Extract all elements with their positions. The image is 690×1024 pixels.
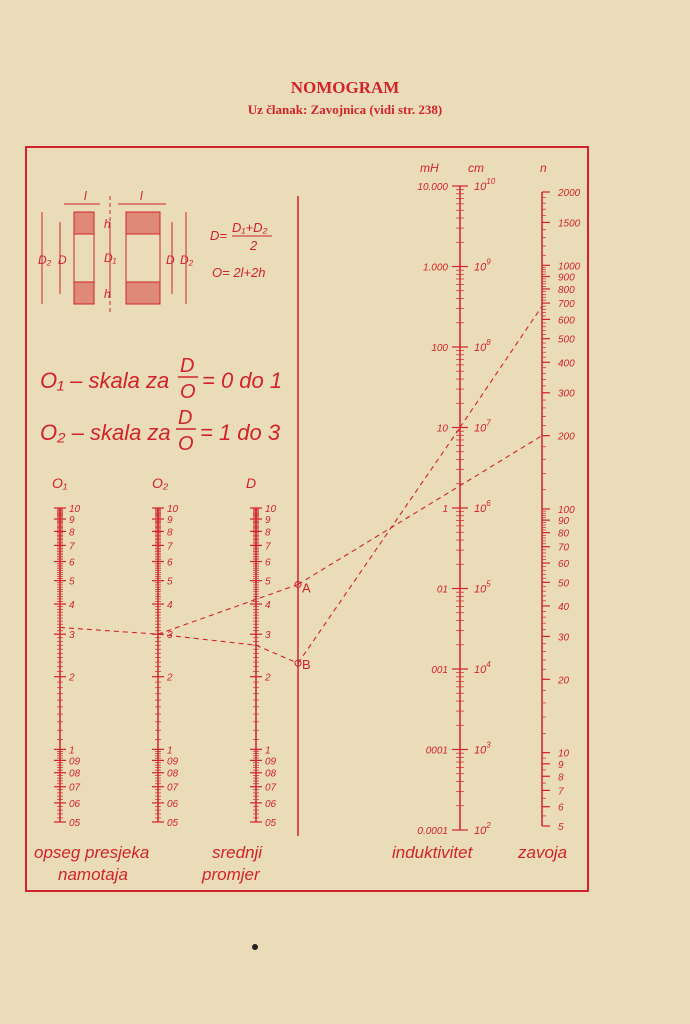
- rule-1: [40, 355, 282, 403]
- tick-label-o1: 9: [69, 515, 75, 527]
- tick-label-d: 1: [265, 745, 271, 757]
- tick-label-n: 100: [558, 505, 575, 516]
- dim-D1: D₁: [104, 251, 117, 265]
- tick-label-o2: 1: [167, 745, 173, 757]
- tick-label-d: 6: [265, 557, 271, 569]
- caption-opseg-1: opseg presjeka: [34, 843, 150, 862]
- tick-label-n: 7: [558, 786, 564, 798]
- tick-label-mh: 1: [442, 504, 448, 515]
- caption-srednji-2: promjer: [202, 865, 260, 884]
- tick-label-d: 9: [265, 515, 271, 527]
- tick-label-o1: 05: [69, 818, 81, 829]
- tick-label-n: 40: [558, 601, 570, 613]
- bottom-captions: [34, 843, 567, 884]
- example-line-d-b: [256, 645, 298, 663]
- pivot-a-label: A: [302, 580, 311, 596]
- rule-1-prefix: O₁ – skala za: [40, 368, 170, 393]
- tick-label-d: 06: [265, 798, 277, 810]
- example-line-o1-o2: [60, 627, 158, 634]
- tick-label-n: 400: [558, 358, 575, 370]
- rule-1-numerator: D: [180, 355, 195, 377]
- tick-label-o2: 7: [167, 541, 173, 553]
- scale-header-d: D: [246, 475, 257, 491]
- formula-o: O= 2l+2h: [212, 265, 266, 280]
- tick-label-n: 200: [558, 431, 575, 443]
- tick-label-o1: 5: [69, 576, 75, 588]
- tick-label-o2: 10: [167, 504, 179, 515]
- scale-header-n: n: [540, 161, 547, 175]
- tick-label-mh: 01: [436, 584, 448, 596]
- tick-label-o2: 5: [167, 576, 173, 588]
- tick-label-n: 6: [558, 802, 564, 814]
- caption-induktivitet: induktivitet: [392, 843, 473, 862]
- tick-label-n: 800: [558, 284, 575, 296]
- tick-label-o1: 4: [69, 600, 75, 612]
- rule-2-suffix: = 1 do 3: [200, 420, 281, 445]
- tick-label-n: 500: [558, 334, 575, 346]
- tick-label-o1: 08: [69, 768, 81, 780]
- tick-label-o1: 10: [69, 504, 81, 515]
- tick-label-o2: 06: [167, 798, 179, 810]
- tick-label-o1: 06: [69, 798, 81, 810]
- example-line-a-n: [298, 436, 542, 585]
- scale-header-o1: O₁: [52, 475, 68, 491]
- tick-label-mh: 1.000: [422, 262, 448, 274]
- caption-zavoja: zavoja: [518, 843, 568, 862]
- tick-label-d: 4: [265, 600, 271, 612]
- dim-l-right: l: [140, 189, 143, 203]
- tick-label-n: 600: [558, 315, 575, 327]
- tick-label-d: 5: [265, 576, 271, 588]
- scale-header-cm: cm: [468, 161, 484, 175]
- tick-label-n: 70: [558, 542, 570, 554]
- tick-label-d: 08: [265, 768, 277, 780]
- page-subtitle: Uz članak: Zavojnica (vidi str. 238): [247, 102, 443, 117]
- tick-label-n: 1000: [558, 261, 581, 273]
- tick-label-o1: 8: [69, 527, 75, 539]
- coil-diagram-labels: [38, 189, 194, 301]
- dim-h-top: h: [104, 217, 111, 231]
- dim-D-left: D: [58, 253, 67, 267]
- tick-label-mh: 0001: [425, 745, 448, 757]
- dim-D2-left: D₂: [38, 253, 52, 267]
- tick-label-mh: 0.0001: [417, 826, 448, 837]
- tick-label-n: 9: [558, 759, 564, 771]
- example-line-o2-b: [158, 634, 256, 645]
- coil-section-top-right: [126, 212, 160, 234]
- formula-block: [210, 220, 272, 280]
- rule-2: [40, 407, 281, 455]
- tick-label-d: 2: [265, 672, 271, 684]
- tick-label-n: 60: [558, 559, 570, 571]
- rule-1-denominator: O: [180, 381, 196, 403]
- tick-label-n: 10: [558, 748, 570, 760]
- tick-label-n: 300: [558, 388, 575, 400]
- rule-2-numerator: D: [178, 407, 193, 429]
- tick-label-n: 900: [558, 272, 575, 284]
- tick-label-o2: 6: [167, 557, 173, 569]
- tick-label-n: 50: [558, 578, 570, 590]
- formula-d-numerator: D₁+D₂: [232, 220, 268, 235]
- tick-label-d: 05: [265, 818, 277, 829]
- tick-label-n: 1500: [558, 218, 581, 230]
- formula-d-lhs: D=: [210, 228, 227, 243]
- dim-D2-right: D₂: [180, 253, 194, 267]
- tick-label-n: 20: [558, 675, 570, 687]
- tick-label-mh: 001: [431, 665, 448, 676]
- tick-label-d: 09: [265, 756, 277, 768]
- tick-label-cm: $10^6$: [474, 499, 491, 515]
- tick-label-o2: 9: [167, 515, 173, 527]
- rule-2-denominator: O: [178, 433, 194, 455]
- pivot-b-label: B: [302, 657, 311, 673]
- tick-label-mh: 10.000: [417, 182, 448, 193]
- example-line-o2-a: [158, 584, 298, 634]
- tick-label-n: 2000: [558, 188, 581, 199]
- tick-label-d: 3: [265, 630, 271, 642]
- tick-label-mh: 10: [436, 423, 448, 435]
- tick-label-d: 07: [265, 782, 277, 794]
- tick-label-n: 80: [558, 528, 570, 540]
- example-line-l-n: [460, 306, 542, 427]
- tick-label-o2: 4: [167, 600, 173, 612]
- tick-label-cm: $10^5$: [474, 579, 491, 596]
- tick-label-cm: $10^2$: [474, 821, 491, 837]
- tick-label-cm: $10^8$: [474, 338, 491, 354]
- page-title: NOMOGRAM: [290, 78, 400, 97]
- tick-label-o1: 09: [69, 756, 81, 768]
- example-line-b-l: [298, 428, 460, 664]
- tick-label-o2: 3: [167, 630, 173, 642]
- tick-label-cm: $10^7$: [474, 418, 491, 435]
- tick-label-cm: $10^4$: [474, 660, 491, 676]
- tick-label-n: 5: [558, 822, 564, 833]
- tick-label-o2: 05: [167, 818, 179, 829]
- tick-label-d: 8: [265, 527, 271, 539]
- tick-label-cm: $10^3$: [474, 740, 491, 757]
- tick-label-o2: 8: [167, 527, 173, 539]
- tick-label-cm: $10^{10}$: [474, 177, 496, 193]
- tick-label-o1: 07: [69, 782, 81, 794]
- tick-label-o2: 2: [167, 672, 173, 684]
- tick-label-cm: $10^9$: [474, 257, 491, 274]
- caption-srednji-1: srednji: [212, 843, 263, 862]
- tick-label-o1: 3: [69, 630, 75, 642]
- tick-label-o1: 2: [69, 672, 75, 684]
- caption-opseg-2: namotaja: [58, 865, 128, 884]
- tick-label-n: 8: [558, 772, 564, 784]
- tick-label-d: 10: [265, 504, 277, 515]
- dim-D-right: D: [166, 253, 175, 267]
- scale-header-o2: O₂: [152, 475, 169, 491]
- tick-label-o1: 7: [69, 541, 75, 553]
- tick-label-o2: 08: [167, 768, 179, 780]
- tick-label-o1: 1: [69, 745, 75, 757]
- rule-1-suffix: = 0 do 1: [202, 368, 283, 393]
- tick-label-n: 30: [558, 632, 570, 644]
- dim-l-left: l: [84, 189, 87, 203]
- coil-section-top-left: [74, 212, 94, 234]
- coil-section-bottom-left: [74, 282, 94, 304]
- tick-label-o2: 09: [167, 756, 179, 768]
- rule-2-prefix: O₂ – skala za: [40, 420, 171, 445]
- coil-section-bottom-right: [126, 282, 160, 304]
- tick-label-d: 7: [265, 541, 271, 553]
- formula-d-denominator: 2: [250, 238, 258, 253]
- dim-h-bottom: h: [104, 287, 111, 301]
- tick-label-n: 700: [558, 299, 575, 311]
- scale-header-mh: mH: [420, 161, 439, 175]
- tick-label-mh: 100: [431, 343, 448, 354]
- tick-label-n: 90: [558, 516, 570, 528]
- tick-label-o2: 07: [167, 782, 179, 794]
- tick-label-o1: 6: [69, 557, 75, 569]
